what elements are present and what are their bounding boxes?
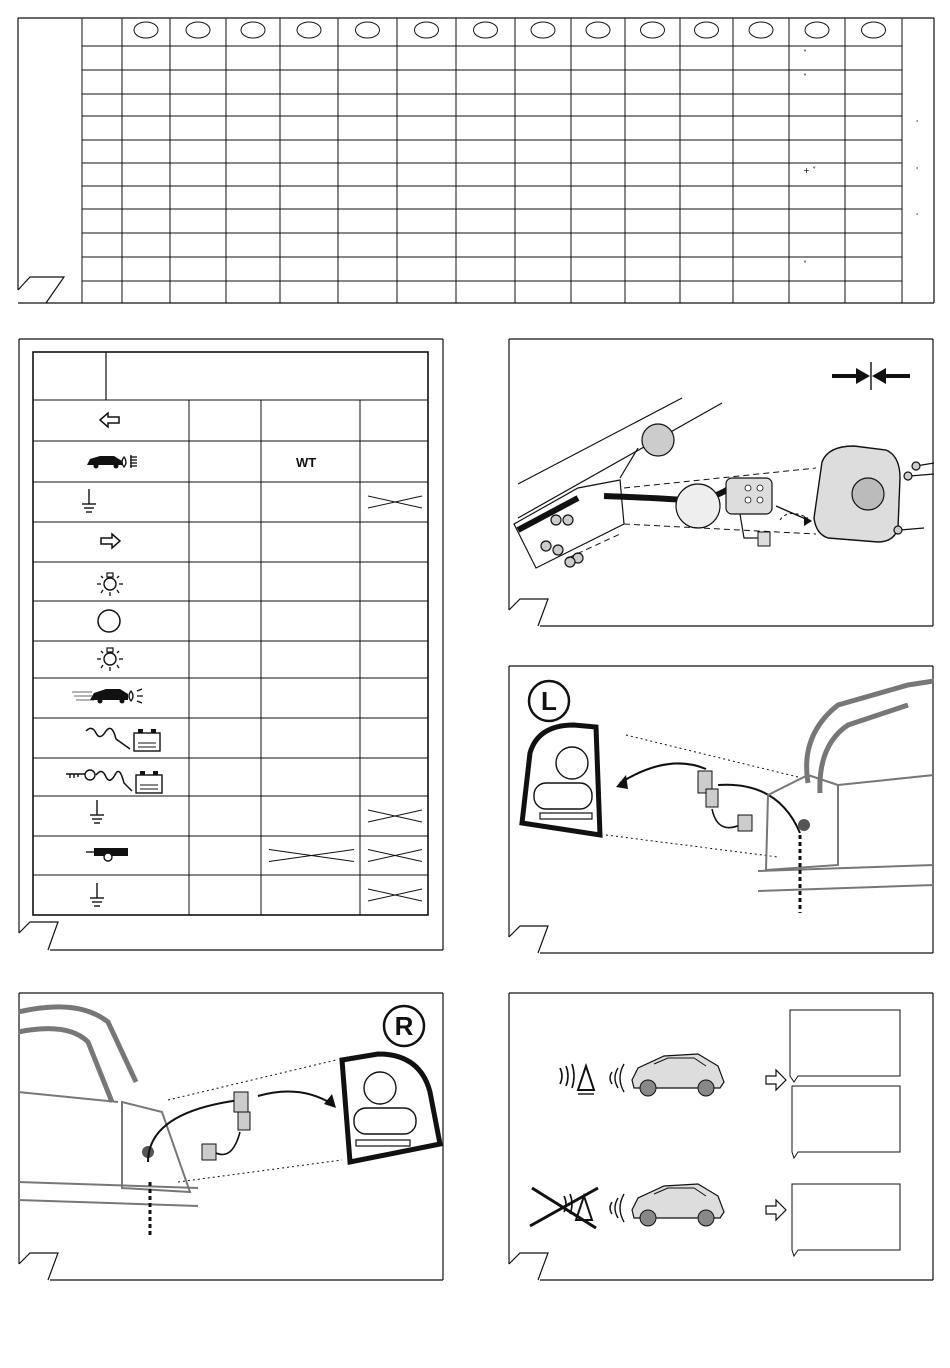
table-mark: ' <box>916 166 919 175</box>
table-mark: + ˅ <box>803 166 817 175</box>
right-lamp-diagram <box>18 992 444 1282</box>
parking-sensor-panel <box>508 992 934 1282</box>
left-lamp-panel <box>508 665 934 955</box>
ground-icon <box>80 487 98 515</box>
lamp-icon <box>94 644 126 672</box>
right-lamp-panel <box>18 992 444 1282</box>
reverse-light-car-icon <box>70 684 146 706</box>
pin-circle-icon <box>531 22 555 38</box>
circle-icon <box>94 608 124 634</box>
function-icons <box>32 351 190 917</box>
lamp-icon <box>94 569 126 597</box>
pin-circle-icon <box>415 22 439 38</box>
pin-circle-icon <box>241 22 265 38</box>
right-arrow-icon <box>98 532 122 550</box>
table-mark: ˅ <box>803 49 807 58</box>
pin-circle-icon <box>805 22 829 38</box>
pin-circle-icon <box>297 22 321 38</box>
warning-sound-icon <box>560 1064 594 1094</box>
table-mark: ' <box>916 212 919 221</box>
car-icon <box>632 1184 724 1226</box>
key-battery-icon <box>64 761 168 797</box>
parking-sensor-diagram <box>508 992 934 1282</box>
pin-circle-icon <box>641 22 665 38</box>
tighten-arrows-icon <box>832 362 910 390</box>
side-label-left: L <box>541 686 557 716</box>
battery-icon <box>82 721 164 755</box>
car-icon <box>632 1054 724 1096</box>
ground-icon <box>88 798 106 826</box>
fog-light-car-icon <box>84 451 140 471</box>
pin-circle-icon <box>749 22 773 38</box>
table-mark: ˅ <box>803 260 807 269</box>
pin-circle-icon <box>356 22 380 38</box>
pin-circle-icon <box>134 22 158 38</box>
socket-mounting-diagram <box>508 338 934 628</box>
connection-table-grid <box>0 0 950 310</box>
table-mark: ' <box>916 119 919 128</box>
pin-circle-icon <box>862 22 886 38</box>
warning-sound-disabled-icon <box>530 1188 598 1228</box>
side-label-right: R <box>394 1011 414 1041</box>
left-arrow-icon <box>98 411 122 429</box>
pin-circle-icon <box>695 22 719 38</box>
right-arrow-icon <box>766 1200 786 1220</box>
right-arrow-icon <box>766 1070 786 1090</box>
wt-label: WT <box>296 455 317 470</box>
connection-table <box>0 0 950 310</box>
pin-circle-icon <box>186 22 210 38</box>
pin-circle-icon <box>474 22 498 38</box>
table-mark: ˅ <box>803 73 807 82</box>
left-lamp-diagram <box>508 665 934 955</box>
ground-icon <box>88 881 106 909</box>
pin-circle-icon <box>586 22 610 38</box>
sensor-bar-icon <box>84 844 132 864</box>
socket-mounting-panel <box>508 338 934 628</box>
